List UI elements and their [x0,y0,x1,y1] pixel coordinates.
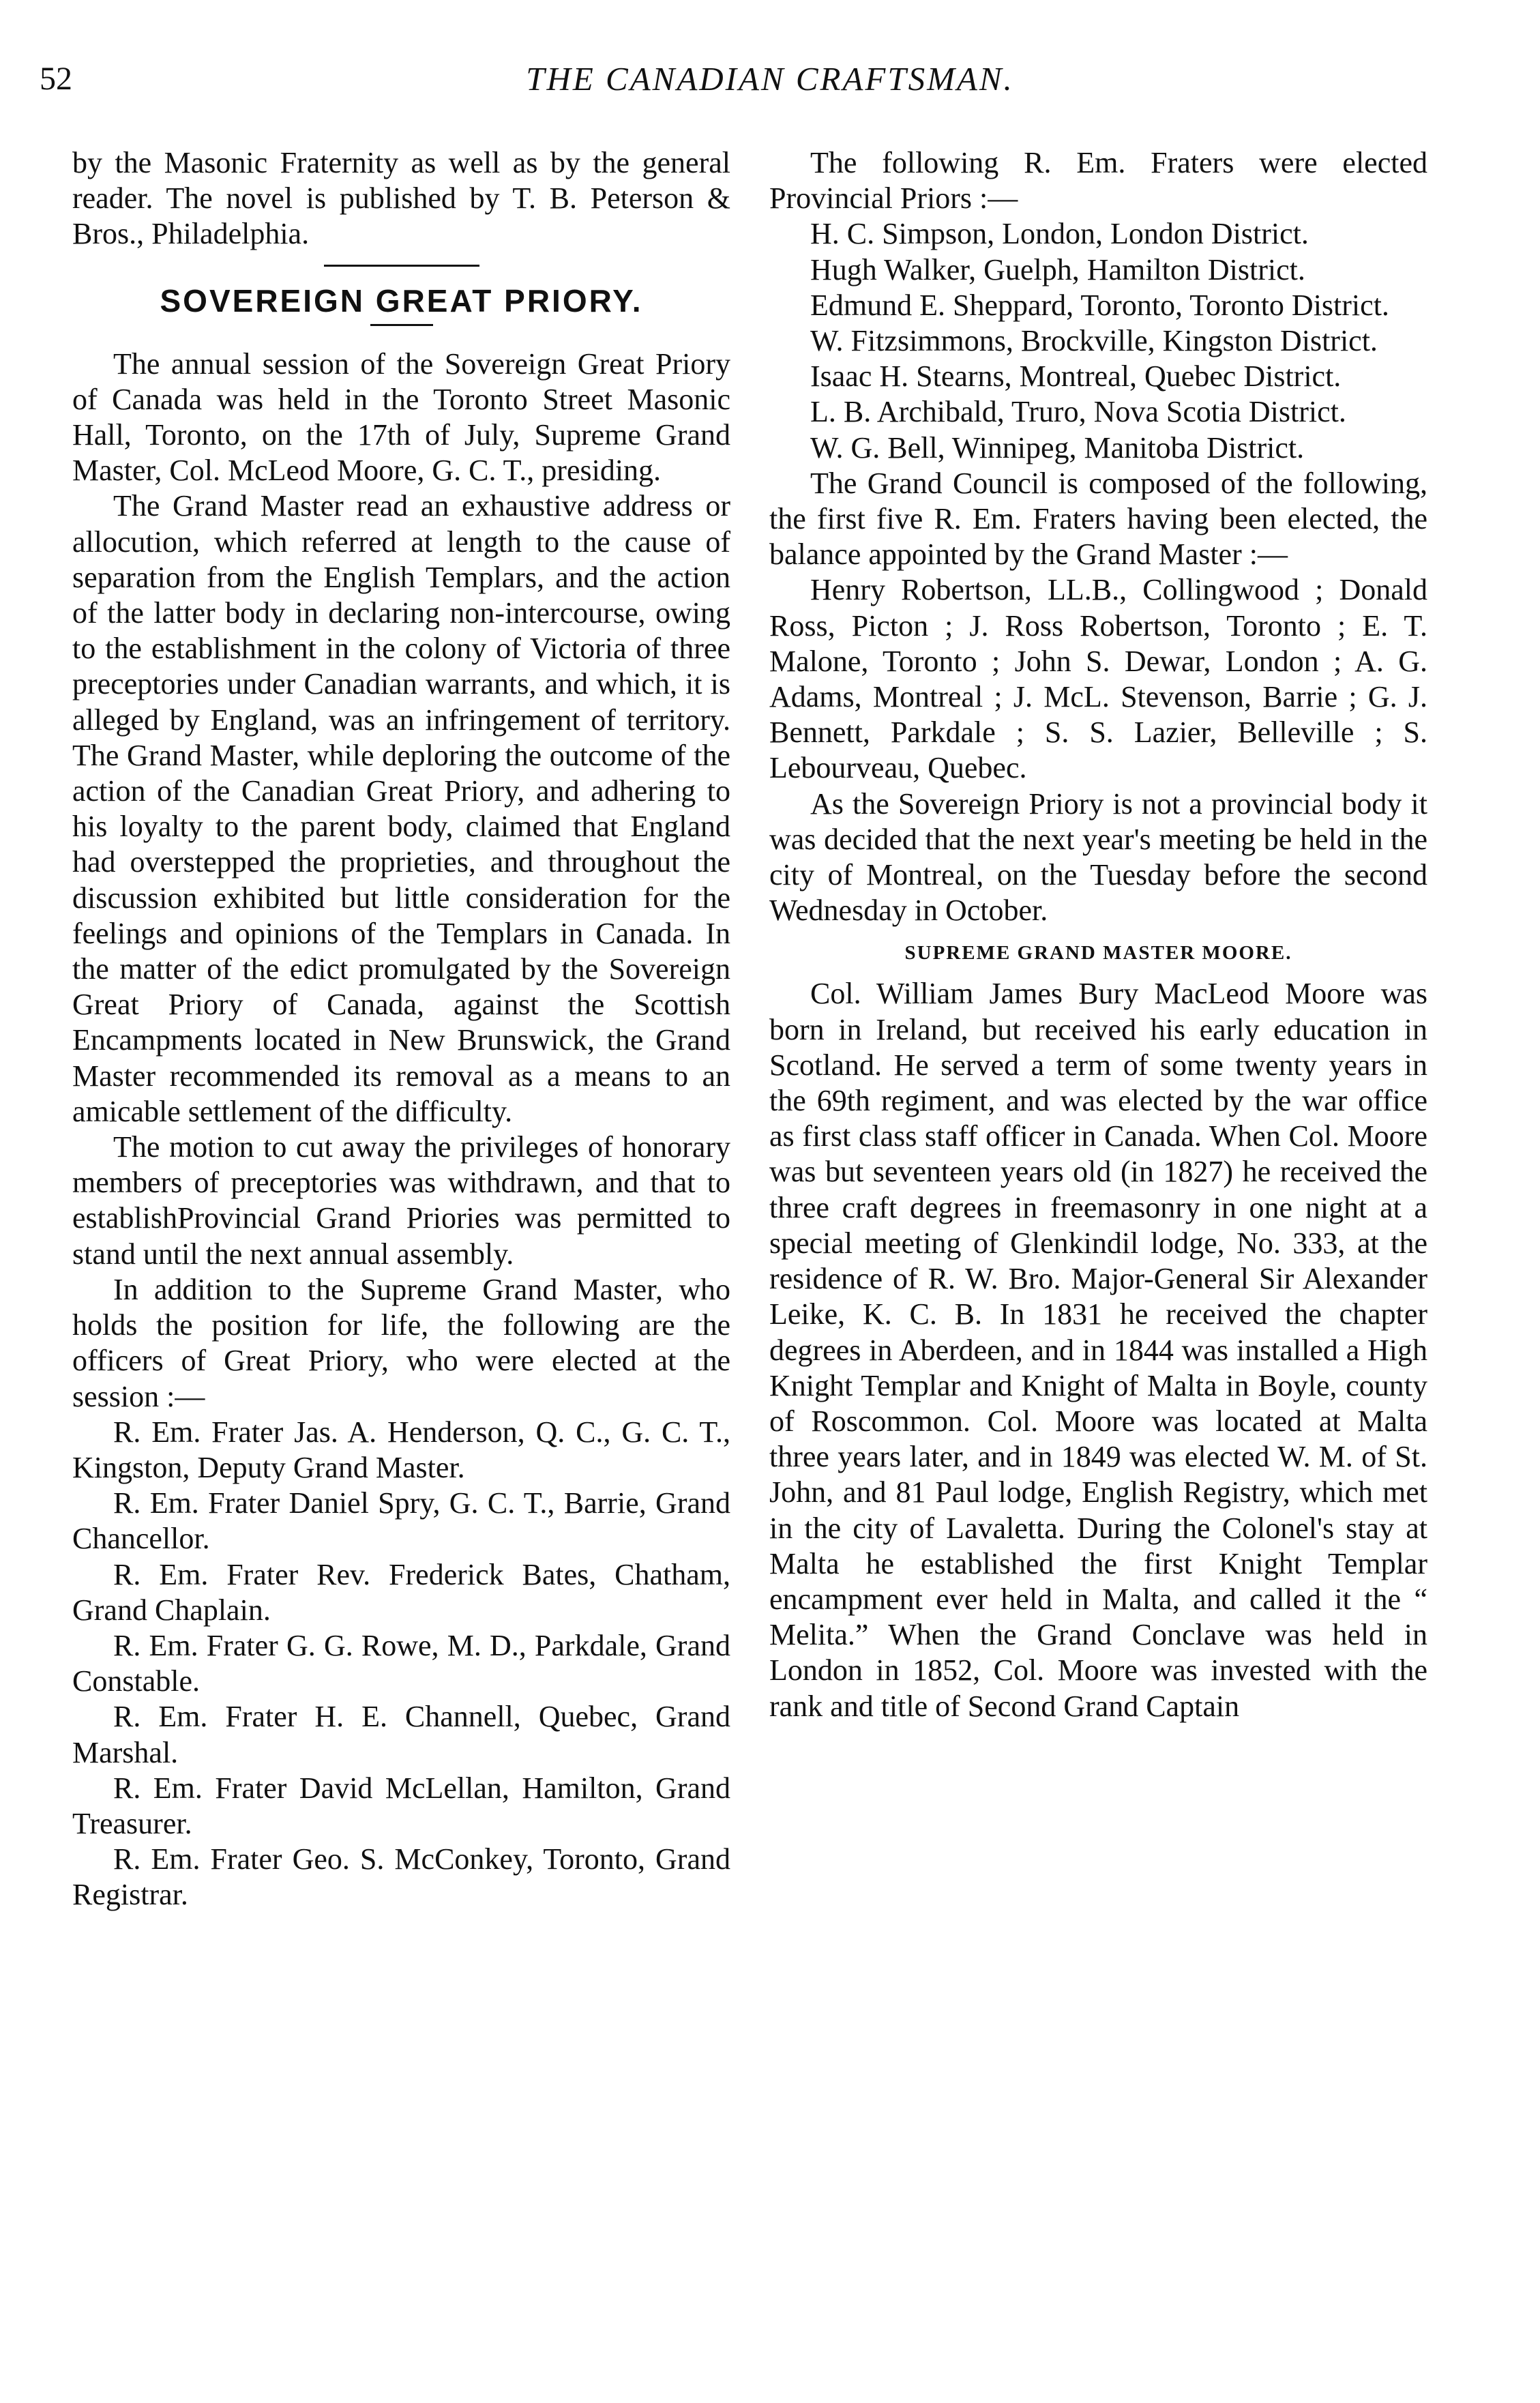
body-paragraph: The Grand Master read an exhaustive address or allocution, which referred at length to the cause of separation from the English Templars, and the action of the latter body in declaring non-intercourse, owing to the establishment in the colony of Victoria of three preceptories under Canadian warrants, and which, it is alleged by England, was an infringement of territory. The Grand Master, while deploring the outcome of the action of the Canadian Great Priory, and adhering to his loyalty to the parent body, claimed that England had overstepped the proprieties, and throughout the discussion exhibited but little consideration for the feelings and opinions of the Templars in Canada. In the matter of the edict promulgated by the Sovereign Great Priory of Canada, against the Scottish Encampments located in New Brunswick, the Grand Master recommended its removal as a means to an amicable settlement of the difficulty. [72,489,730,1128]
council-members: Henry Robertson, LL.B., Collingwood ; Donald Ross, Picton ; J. Ross Robertson, Toronto ; E. T. Malone, Toronto ; John S. Dewar, London ; A. G. Adams, Montreal ; J. McL. Stevenson, Barrie ; G. J. Bennett, Parkdale ; S. S. Lazier, Belleville ; S. Lebourveau, Quebec. [769,573,1427,785]
officer-entry: R. Em. Frater Geo. S. McConkey, Toronto, Grand Registrar. [72,1842,730,1912]
body-paragraph: The motion to cut away the privileges of honorary members of preceptories was withdrawn, and that to establishProvincial Grand Priories was permitted to stand until the next annual assembly. [72,1130,730,1271]
biography-paragraph: Col. William James Bury MacLeod Moore was born in Ireland, but received his early education in Scotland. He served a term of some twenty years in the 69th regiment, and was elected by the war office as first class staff officer in Canada. When Col. Moore was but seventeen years old (in 1827) he received the three craft degrees in freemasonry in one night at a special meeting of Glenkindil lodge, No. 333, at the residence of R. W. Bro. Major-General Sir Alexander Leike, K. C. B. In 1831 he received the chapter degrees in Aberdeen, and in 1844 was installed a High Knight Templar and Knight of Malta in Boyle, county of Roscommon. Col. Moore was located at Malta three years later, and in 1849 was elected W. M. of St. John, and 81 Paul lodge, English Registry, which met in the city of Lavaletta. During the Colonel's stay at Malta he established the first Knight Templar encampment ever held in Malta, and called it the “ Melita.” When the Grand Conclave was held in London in 1852, Col. Moore was invested with the rank and title of Second Grand Captain [769,977,1427,1723]
priors-intro: The following R. Em. Fraters were elected Provincial Priors :— [769,146,1427,216]
prior-entry: Hugh Walker, Guelph, Hamilton District. [810,252,1305,286]
right-column [769,145,1427,1724]
prior-entry: W. G. Bell, Winnipeg, Manitoba District. [810,430,1305,465]
prior-entry: H. C. Simpson, London, London District. [810,217,1309,251]
officer-entry: R. Em. Frater David McLellan, Hamilton, Grand Treasurer. [72,1771,730,1840]
section-divider [324,265,479,267]
intro-paragraph: by the Masonic Fraternity as well as by the general reader. The novel is published by T. B. Peterson & Bros., Philadelphia. [72,146,730,251]
officer-entry: R. Em. Frater Jas. A. Henderson, Q. C., G. C. T., Kingston, Deputy Grand Master. [72,1415,730,1484]
heading-rule [370,324,433,326]
officer-entry: R. Em. Frater G. G. Rowe, M. D., Parkdale, Grand Constable. [72,1628,730,1698]
prior-entry: L. B. Archibald, Truro, Nova Scotia District. [810,395,1346,429]
left-column [72,145,730,1913]
prior-entry: Isaac H. Stearns, Montreal, Quebec District. [810,359,1342,394]
prior-entry: W. Fitzsimmons, Brockville, Kingston District. [810,324,1378,358]
officer-entry: R. Em. Frater Daniel Spry, G. C. T., Barrie, Grand Chancellor. [72,1486,730,1556]
next-meeting-paragraph: As the Sovereign Priory is not a provincial body it was decided that the next year's meeting be held in the city of Montreal, on the Tuesday before the second Wednesday in October. [769,786,1427,928]
officer-entry: R. Em. Frater H. E. Channell, Quebec, Grand Marshal. [72,1700,730,1769]
page-number: 52 [40,61,72,97]
body-paragraph: The annual session of the Sovereign Great Priory of Canada was held in the Toronto Street Masonic Hall, Toronto, on the 17th of July, Supreme Grand Master, Col. McLeod Moore, G. C. T., presiding. [72,347,730,488]
section-heading: SOVEREIGN GREAT PRIORY. [160,282,643,319]
officer-entry: R. Em. Frater Rev. Frederick Bates, Chatham, Grand Chaplain. [72,1557,730,1627]
body-paragraph: In addition to the Supreme Grand Master, who holds the position for life, the following are the officers of Great Priory, who were elected at the session :— [72,1272,730,1413]
council-intro: The Grand Council is composed of the following, the first five R. Em. Fraters having been elected, the balance appointed by the Grand Master :— [769,466,1427,572]
running-head: THE CANADIAN CRAFTSMAN. [526,60,1014,98]
subsection-heading: SUPREME GRAND MASTER MOORE. [904,942,1292,964]
prior-entry: Edmund E. Sheppard, Toronto, Toronto District. [810,288,1389,322]
